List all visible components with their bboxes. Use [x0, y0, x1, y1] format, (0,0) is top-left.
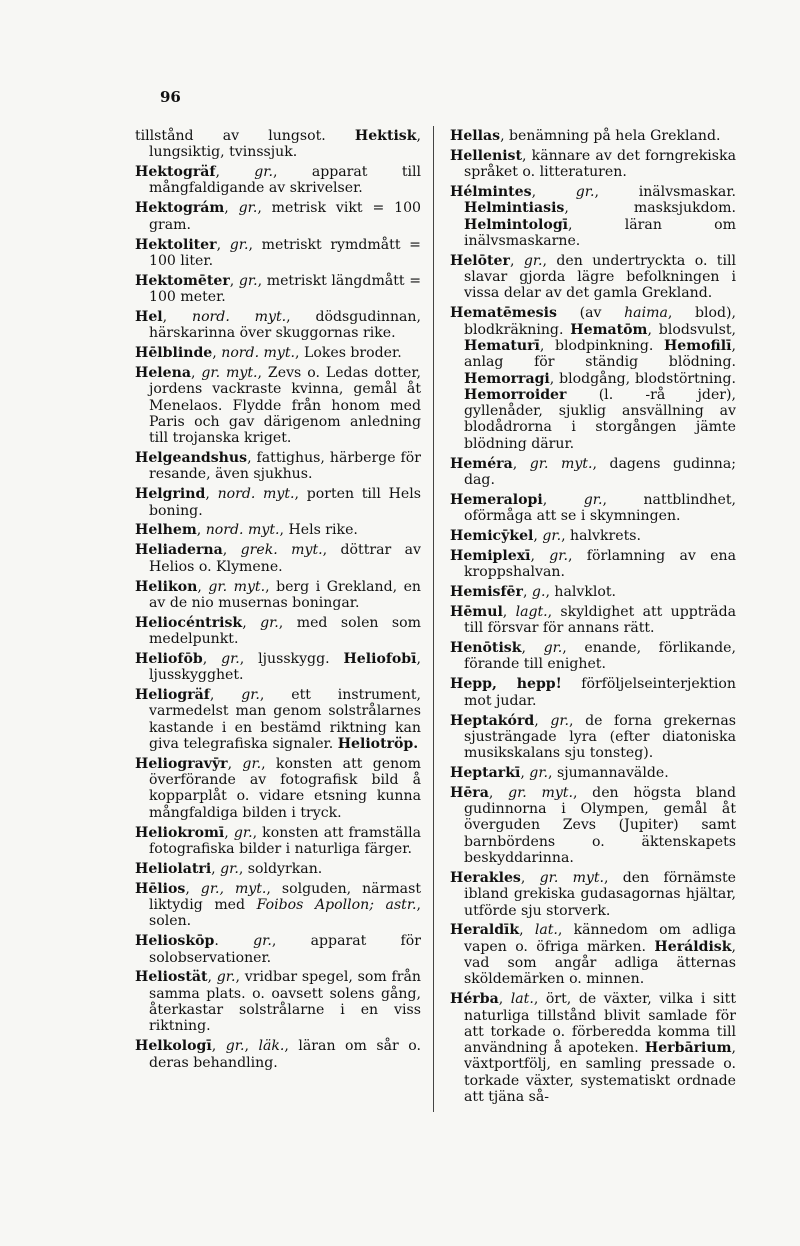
dictionary-entry: Helhem, nord. myt., Hels rike.: [135, 522, 358, 539]
dictionary-entry: Helgrind, nord. myt., porten till Hels boning.: [135, 486, 421, 519]
dictionary-entry: Heliogravȳr, gr., konsten att genom överförande av fotografisk bild å kopparplåt o. vidare etsning kunna mångfaldiga bilden i tryck.: [135, 755, 421, 821]
dictionary-entry: Heraldīk, lat., kännedom om adliga vapen o. öfriga märken. Heráldisk, vad som angår adliga ätternas sköldemärken o. minnen.: [450, 922, 736, 988]
dictionary-entry: Hélmintes, gr., inälvsmaskar. Helmintiasis, masksjukdom. Helmintologī, läran om inälvsmaskarne.: [450, 184, 736, 249]
dictionary-entry: Hēlblinde, nord. myt., Lokes broder.: [135, 345, 402, 362]
dictionary-entry: Hēmul, lagt., skyldighet att uppträda till försvar för annans rätt.: [450, 603, 736, 637]
dictionary-entry: Heliostät, gr., vridbar spegel, som från samma plats. o. oavsett solens gång, återkastar solstrålarne i en viss riktning.: [135, 969, 421, 1035]
dictionary-entry: Herakles, gr. myt., den förnämste ibland grekiska gudasagornas hjältar, utförde sju storverk.: [450, 869, 737, 919]
dictionary-entry: Henōtisk, gr., enande, förlikande, förande till enighet.: [450, 640, 736, 673]
dictionary-entry: Hepp, hepp! förföljelseinterjektion mot judar.: [450, 676, 736, 709]
dictionary-entry: tillstånd av lungsot. Hektisk, lungsiktig, tvinssjuk.: [135, 128, 421, 161]
dictionary-entry: Hēlios, gr., myt., solguden, närmast liktydig med Foibos Apollon; astr., solen.: [135, 880, 421, 930]
dictionary-entry: Hektogräf, gr., apparat till mångfaldigande av skrivelser.: [135, 164, 422, 197]
dictionary-entry: Helikon, gr. myt., berg i Grekland, en av de nio musernas boningar.: [135, 578, 422, 611]
dictionary-entry: Hemiplexī, gr., förlamning av ena kroppshalvan.: [450, 547, 736, 581]
left-column: [135, 128, 421, 1074]
right-column: [450, 128, 736, 1109]
dictionary-entry: Heliogräf, gr., ett instrument, varmedelst man genom solstrålarnes kastande i en bestämd riktning kan giva telegrafiska signaler. Heliotröp.: [135, 687, 421, 752]
dictionary-entry: Hektográm, gr., metrisk vikt = 100 gram.: [135, 200, 422, 233]
dictionary-entry: Helkologī, gr., läk., läran om sår o. deras behandling.: [135, 1038, 421, 1071]
dictionary-entry: Heliolatri, gr., soldyrkan.: [135, 860, 323, 877]
column-divider: [433, 126, 434, 1112]
dictionary-entry: Heliokromī, gr., konsten att framställa fotografiska bilder i naturliga färger.: [135, 824, 421, 857]
dictionary-entry: Hemicȳkel, gr., halvkrets.: [450, 527, 641, 544]
dictionary-entry: Hēra, gr. myt., den högsta bland gudinnorna i Olympen, gemål åt överguden Zevs (Jupiter) samt barnbördens o. äktenskapets beskyddarinna.: [450, 784, 737, 867]
dictionary-entry: Heptakórd, gr., de forna grekernas sjusträngade lyra (efter diatoniska musikskalans sju tonsteg).: [450, 712, 736, 762]
dictionary-entry: Hematēmesis (av haima, blod), blodkräkning. Hematōm, blodsvulst, Hematurī, blodpinkning. Hemofilī, anlag för ständig blödning. Hemorragi, blodgång, blodstörtning. Hemorroider (l. -rå jder), gyllenåder, sjuklig ansvällning av blodådrorna i storgången jämte blödning därur.: [450, 305, 737, 452]
page-number: 96: [160, 88, 181, 106]
dictionary-entry: Hérba, lat., ört, de växter, vilka i sitt naturliga tillstånd blivit samlade för att torkade o. förberedda komma till användning å apoteken. Herbārium, växtportfölj, en samling pressade o. torkade växter, systematiskt ordnade att tjäna så-: [450, 991, 736, 1106]
dictionary-entry: Helena, gr. myt., Zevs o. Ledas dotter, jordens vackraste kvinna, gemål åt Menelaos. Flydde från honom med Paris och gav därigenom anledning till trojanska kriget.: [135, 365, 421, 447]
dictionary-entry: Helioskōp. gr., apparat för solobservationer.: [135, 933, 421, 966]
dictionary-entry: Hellas, benämning på hela Grekland.: [450, 128, 721, 144]
dictionary-entry: Hektoliter, gr., metriskt rymdmått = 100 liter.: [135, 236, 421, 269]
dictionary-entry: Hel, nord. myt., dödsgudinnan, härskarinna över skuggornas rike.: [135, 308, 421, 342]
dictionary-entry: Hektomēter, gr., metriskt längdmått = 100 meter.: [135, 272, 422, 306]
dictionary-entry: Helōter, gr., den undertryckta o. till slavar gjorda lägre befolkningen i vissa delar av det gamla Grekland.: [450, 252, 736, 302]
dictionary-entry: Hellenist, kännare av det forngrekiska språket o. litteraturen.: [450, 147, 736, 181]
dictionary-entry: Hemeralopi, gr., nattblindhet, oförmåga att se i skymningen.: [450, 491, 736, 525]
dictionary-entry: Heliocéntrisk, gr., med solen som medelpunkt.: [135, 614, 421, 648]
dictionary-entry: Helgeandshus, fattighus, härberge för resande, även sjukhus.: [135, 450, 421, 483]
dictionary-entry: Heméra, gr. myt., dagens gudinna; dag.: [450, 455, 736, 488]
dictionary-entry: Heliofōb, gr., ljusskygg. Heliofobī, ljusskygghet.: [135, 650, 422, 684]
dictionary-entry: Heptarkī, gr., sjumannavälde.: [450, 765, 669, 781]
dictionary-entry: Heliaderna, grek. myt., döttrar av Helios o. Klymene.: [135, 542, 421, 575]
dictionary-entry: Hemisfēr, g., halvklot.: [450, 584, 617, 601]
